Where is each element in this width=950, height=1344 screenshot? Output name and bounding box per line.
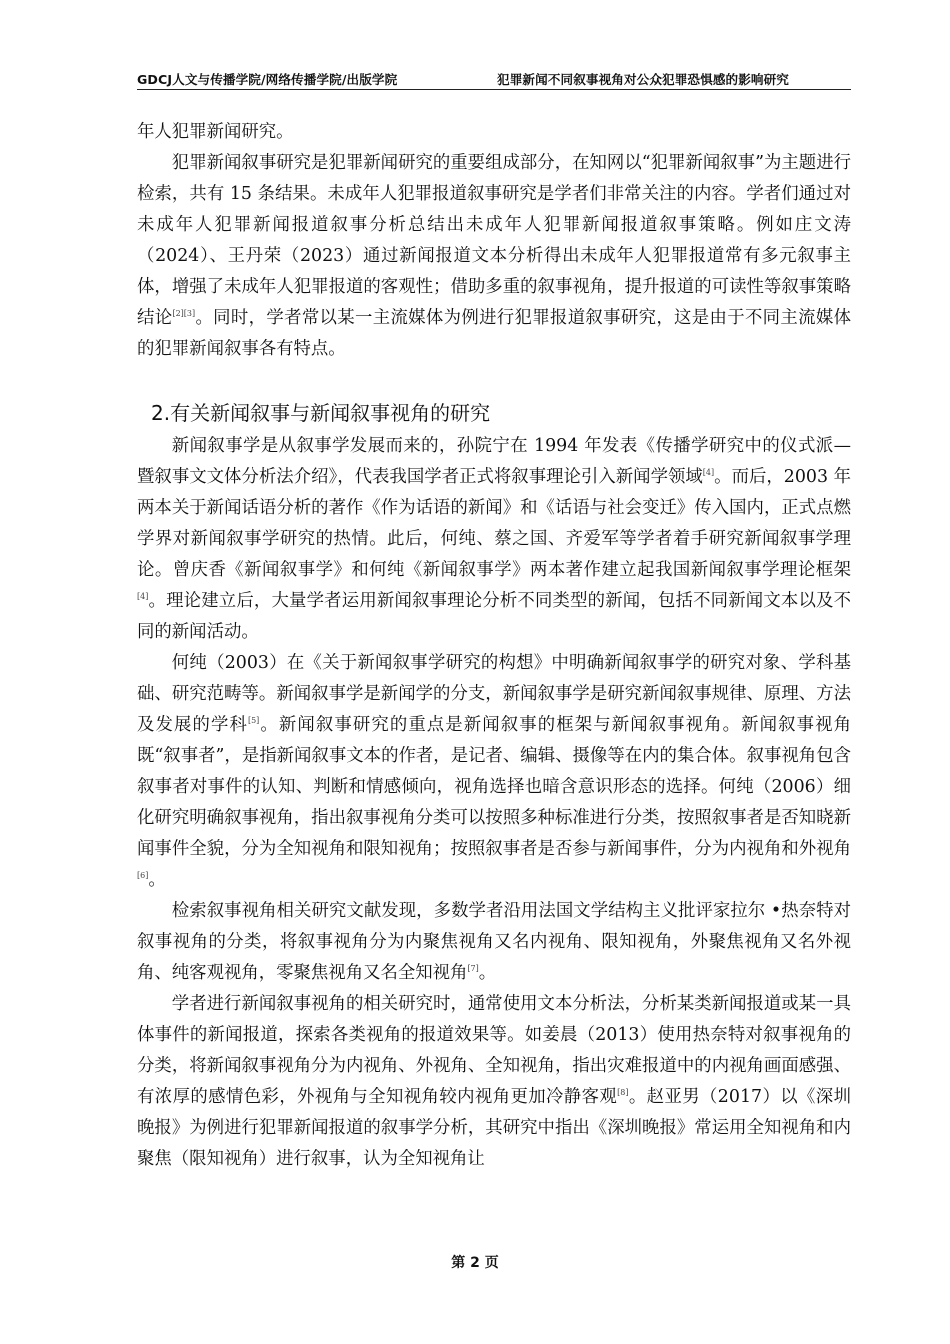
paragraph-text: 新闻叙事学是从叙事学发展而来的，孙院宁在 1994 年发表《传播学研究中的仪式派—暨叙事文文体分析法介绍》，代表我国学者正式将叙事理论引入新闻学领域: [137, 436, 851, 487]
paragraph-crime-narrative: [137, 148, 851, 365]
paragraph-text: 。而后，2003 年两本关于新闻话语分析的著作《作为话语的新闻》和《话语与社会变迁》传入国内，正式点燃学界对新闻叙事学研究的热情。此后，何纯、蔡之国、齐爱军等学者着手研究新闻叙事学理论。曾庆香《新闻叙事学》和何纯《新闻叙事学》两本著作建立起我国新闻叙事学理论框架: [137, 467, 851, 580]
paragraph-genette: [137, 896, 851, 989]
paragraph-text: 犯罪新闻叙事研究是犯罪新闻研究的重要组成部分，在知网以“犯罪新闻叙事”为主题进行检索，共有 15 条结果。未成年人犯罪报道叙事研究是学者们非常关注的内容。学者们通过对未成年人犯罪新闻报道叙事分析总结出未成年人犯罪新闻报道叙事策略。例如庄文涛（2024）、王丹荣（2023）通过新闻报道文本分析得出未成年人犯罪报道常有多元叙事主体，增强了未成年人犯罪报道的客观性；借助多重的叙事视角，提升报道的可读性等叙事策略结论: [137, 153, 851, 328]
citation-ref: [4]: [137, 591, 149, 601]
paragraph-text: 学者进行新闻叙事视角的相关研究时，通常使用文本分析法，分析某类新闻报道或某一具体事件的新闻报道，探索各类视角的报道效果等。如姜晨（2013）使用热奈特对叙事视角的分类，将新闻叙事视角分为内视角、外视角、全知视角，指出灾难报道中的内视角画面感强、有浓厚的感情色彩，外视角与全知视角较内视角更加冷静客观: [137, 994, 851, 1107]
header-institution: GDCJ人文与传播学院/网络传播学院/出版学院: [137, 72, 398, 87]
citation-ref: [6]: [137, 870, 149, 880]
paragraph-text: 。新闻叙事研究的重点是新闻叙事的框架与新闻叙事视角。新闻叙事视角既“叙事者”，是指新闻叙事文本的作者，是记者、编辑、摄像等在内的集合体。叙事视角包含叙事者对事件的认知、判断和情感倾向，视角选择也暗含意识形态的选择。何纯（2006）细化研究明确叙事视角，指出叙事视角分类可以按照多种标准进行分类，按照叙事者是否知晓新闻事件全貌，分为全知视角和限知视角；按照叙事者是否参与新闻事件，分为内视角和外视角: [137, 715, 851, 859]
running-header: [137, 68, 851, 90]
paragraph-text: 。同时，学者常以某一主流媒体为例进行犯罪报道叙事研究，这是由于不同主流媒体的犯罪新闻叙事各有特点。: [137, 308, 851, 359]
header-paper-title: 犯罪新闻不同叙事视角对公众犯罪恐惧感的影响研究: [497, 72, 789, 87]
paragraph-text: 。赵亚男（2017）以《深圳晚报》为例进行犯罪新闻报道的叙事学分析，其研究中指出《深圳晚报》常运用全知视角和内聚焦（限知视角）进行叙事，认为全知视角让: [137, 1087, 851, 1169]
paragraph-text: 何纯（2003）在《关于新闻叙事学研究的构想》中明确新闻叙事学的研究对象、学科基础、研究范畴等。新闻叙事学是新闻学的分支，新闻叙事学是研究新闻叙事规律、原理、方法及发展的学科: [137, 653, 851, 735]
paragraph-news-narratology: [137, 431, 851, 648]
citation-ref: [2][3]: [172, 308, 196, 318]
paragraph-continued: [137, 117, 851, 148]
paragraph-text: 年人犯罪新闻研究。: [137, 122, 294, 142]
citation-ref: [7]: [467, 963, 479, 973]
page-body: [137, 117, 851, 1175]
paragraph-text-analysis: [137, 989, 851, 1175]
paragraph-text: 。: [478, 963, 497, 983]
paragraph-text: 。: [148, 870, 166, 890]
paragraph-hechun: [137, 648, 851, 896]
citation-ref: [8]: [617, 1087, 629, 1097]
paragraph-text: 检索叙事视角相关研究文献发现，多数学者沿用法国文学结构主义批评家拉尔 •热奈特对叙事视角的分类，将叙事视角分为内聚焦视角又名内视角、限知视角，外聚焦视角又名外视角、纯客观视角，零聚焦视角又名全知视角: [137, 901, 851, 983]
citation-ref: [5]: [247, 715, 260, 725]
section-heading: 2.有关新闻叙事与新闻叙事视角的研究: [151, 401, 491, 425]
page-number: 第 2 页: [451, 1255, 499, 1271]
paragraph-text: 。理论建立后，大量学者运用新闻叙事理论分析不同类型的新闻，包括不同新闻文本以及不同的新闻活动。: [137, 591, 851, 642]
citation-ref: [4]: [702, 467, 715, 477]
